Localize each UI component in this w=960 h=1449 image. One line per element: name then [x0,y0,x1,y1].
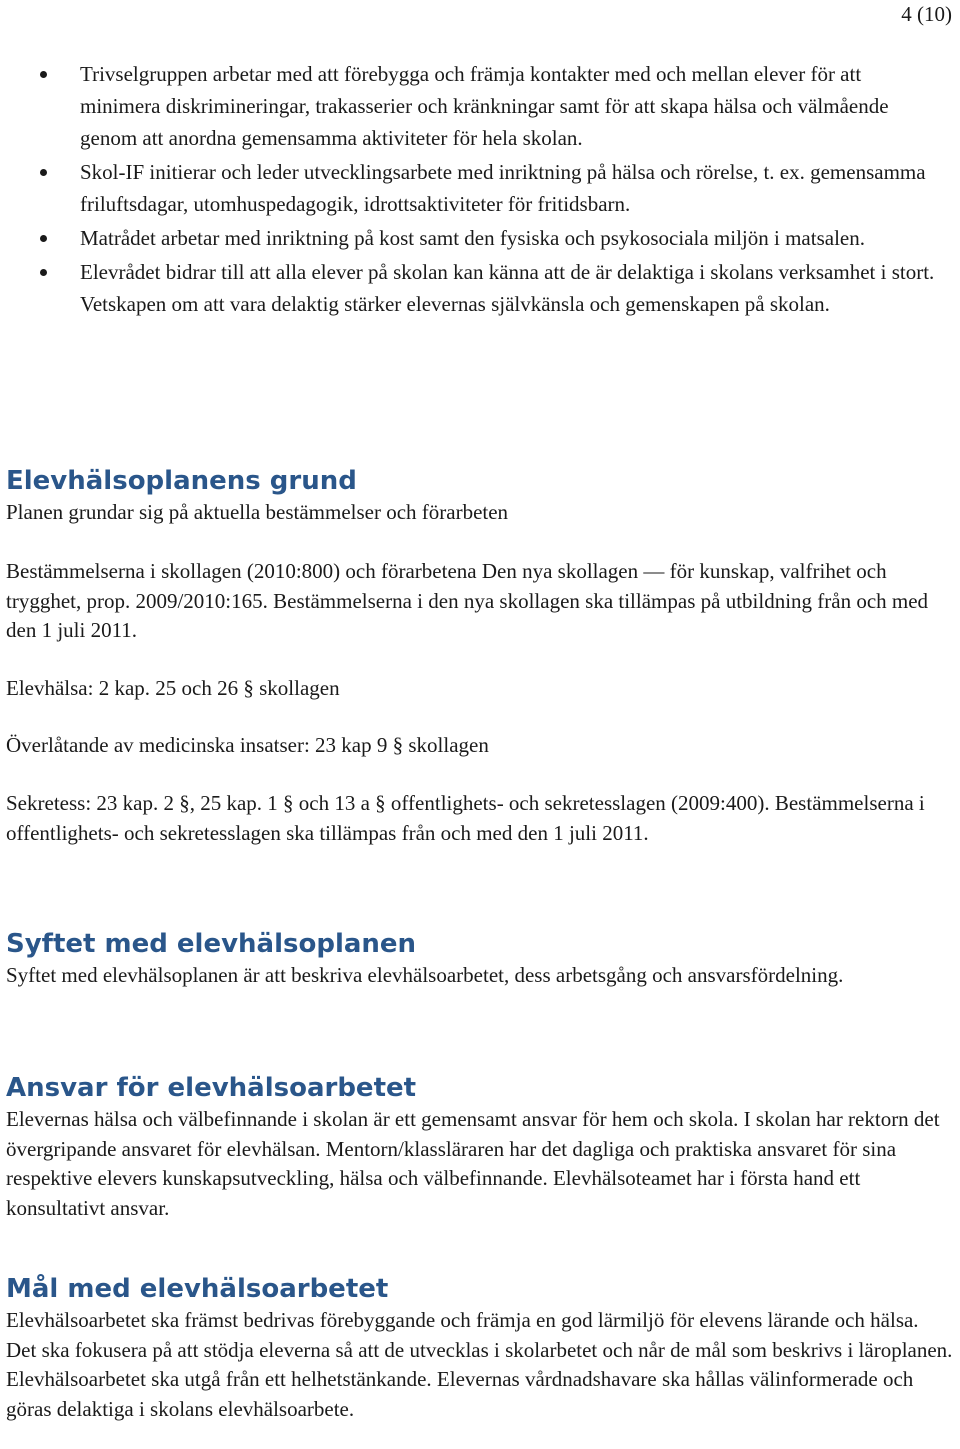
section-grund [6,464,954,528]
grund-intro: Planen grundar sig på aktuella bestämmelser och förarbeten [6,500,509,524]
bullet-dot-icon [40,235,47,242]
bullet-dot-icon [40,71,47,78]
grund-overlatande: Överlåtande av medicinska insatser: 23 kap 9 § skollagen [6,733,489,757]
grund-bestammelser: Bestämmelserna i skollagen (2010:800) och förarbetena Den nya skollagen — för kunskap, valfrihet och trygghet, prop. 2009/2010:165. Bestämmelserna i den nya skollagen ska tillämpas på utbildning från och med den 1 juli 2011. [6,559,929,642]
list-item-matradet [0,222,960,254]
grund-elevhalsa: Elevhälsa: 2 kap. 25 och 26 § skollagen [6,676,340,700]
heading-grund: Elevhälsoplanens grund [6,466,357,496]
bullet-list [0,58,960,322]
list-item-skol-if [0,156,960,220]
syfte-text: Syftet med elevhälsoplanen är att beskriva elevhälsoarbetet, dess arbetsgång och ansvarsfördelning. [6,963,844,987]
section-mal [6,1272,954,1424]
section-syfte [6,927,954,991]
mal-text: Elevhälsoarbetet ska främst bedrivas förebyggande och främja en god lärmiljö för elevens lärande och hälsa. Det ska fokusera på att stödja eleverna så att de utvecklas i skolarbetet och når de mål som beskrivs i läroplanen. Elevhälsoarbetet ska utgå från ett helhetstänkande. Elevernas vårdnadshavare ska hållas välinformerade och göras delaktiga i skolans elevhälsoarbete. [6,1308,953,1421]
section-ansvar [6,1071,954,1223]
grund-sekretess: Sekretess: 23 kap. 2 §, 25 kap. 1 § och 13 a § offentlighets- och sekretesslagen (2009:400). Bestämmelserna i offentlighets- och sekretesslagen ska tillämpas från och med den 1 juli 2011. [6,791,925,845]
bullet-text: Trivselgruppen arbetar med att förebygga och främja kontakter med och mellan elever för att minimera diskrimineringar, trakasserier och kränkningar samt för att skapa hälsa och välmående genom att anordna gemensamma aktiviteter för hela skolan. [80,62,889,150]
bullet-text: Skol-IF initierar och leder utvecklingsarbete med inriktning på hälsa och rörelse, t. ex. gemensamma friluftsdagar, utomhuspedagogik, idrottsaktiviteter för fritidsbarn. [80,160,926,216]
bullet-text: Elevrådet bidrar till att alla elever på skolan kan känna att de är delaktiga i skolans verksamhet i stort. Vetskapen om att vara delaktig stärker elevernas självkänsla och gemenskapen på skolan. [80,260,935,316]
page-number: 4 (10) [901,2,952,26]
heading-ansvar: Ansvar för elevhälsoarbetet [6,1073,417,1103]
bullet-text: Matrådet arbetar med inriktning på kost samt den fysiska och psykosociala miljön i matsalen. [80,226,865,250]
bullet-dot-icon [40,269,47,276]
ansvar-text: Elevernas hälsa och välbefinnande i skolan är ett gemensamt ansvar för hem och skola. I skolan har rektorn det övergripande ansvaret för elevhälsan. Mentorn/klassläraren har det dagliga och praktiska ansvaret för sina respektive elevers kunskapsutveckling, hälsa och välbefinnande. Elevhälsoteamet har i första hand ett konsultativt ansvar. [6,1107,940,1220]
list-item-elevradet [0,256,960,320]
heading-syfte: Syftet med elevhälsoplanen [6,929,417,959]
heading-mal: Mål med elevhälsoarbetet [6,1274,389,1304]
list-item-trivselgruppen [0,58,960,154]
bullet-dot-icon [40,169,47,176]
